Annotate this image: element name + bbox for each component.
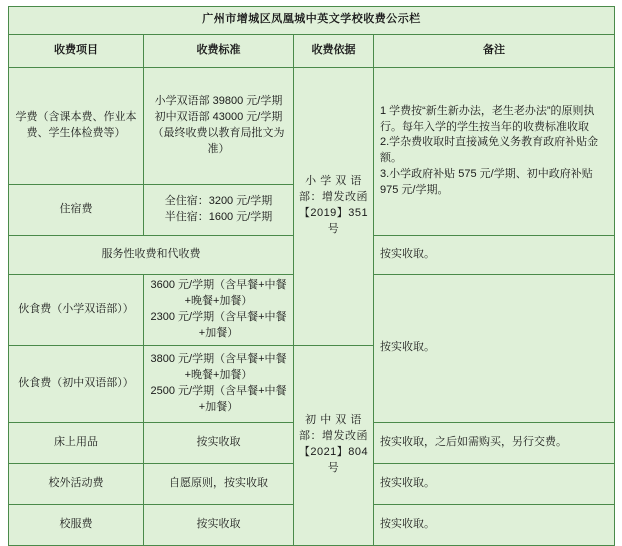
fee-basis-junior: 初 中 双 语 部：增发改函【2021】804号 bbox=[294, 345, 374, 545]
fee-remark-bedding: 按实收取，之后如需购买，另行交费。 bbox=[374, 422, 615, 463]
fee-item-service-and-agency: 服务性收费和代收费 bbox=[9, 235, 294, 274]
fee-standard-tuition bbox=[144, 67, 294, 184]
fee-remark-uniform: 按实收取。 bbox=[374, 504, 615, 545]
standard-line: 3600 元/学期（含早餐+中餐+晚餐+加餐） bbox=[150, 278, 287, 307]
standard-line: 3800 元/学期（含早餐+中餐+晚餐+加餐） bbox=[150, 352, 287, 381]
fee-standard-offcampus-activity: 自愿原则，按实收取 bbox=[144, 463, 294, 504]
page-title: 广州市增城区凤凰城中英文学校收费公示栏 bbox=[9, 7, 615, 35]
remark-line: 3.小学政府补贴 575 元/学期、初中政府补贴 975 元/学期。 bbox=[380, 168, 593, 197]
standard-line: 全住宿：3200 元/学期 bbox=[164, 194, 273, 207]
table-header-row bbox=[9, 34, 615, 67]
column-header-remark: 备注 bbox=[374, 34, 615, 67]
remark-line: 2.学杂费收取时直接减免义务教育政府补贴金额。 bbox=[380, 136, 599, 165]
fee-item-boarding: 住宿费 bbox=[9, 184, 144, 235]
fee-item-meals-primary: 伙食费（小学双语部）） bbox=[9, 274, 144, 345]
standard-line: 小学双语部 39800 元/学期 bbox=[154, 95, 283, 107]
column-header-basis: 收费依据 bbox=[294, 34, 374, 67]
fee-item-offcampus-activity: 校外活动费 bbox=[9, 463, 144, 504]
fee-table bbox=[8, 6, 615, 546]
fee-standard-boarding bbox=[144, 184, 294, 235]
standard-line: 初中双语部 43000 元/学期 bbox=[154, 110, 283, 123]
remark-line: 1 学费按“新生新办法，老生老办法”的原则执行。每年入学的学生按当年的收费标准收取 bbox=[380, 104, 595, 133]
fee-standard-uniform: 按实收取 bbox=[144, 504, 294, 545]
fee-item-tuition: 学费（含课本费、作业本费、学生体检费等） bbox=[9, 67, 144, 184]
table-title-row bbox=[9, 7, 615, 35]
fee-standard-meals-junior bbox=[144, 345, 294, 422]
fee-remark-meals: 按实收取。 bbox=[374, 274, 615, 422]
column-header-standard: 收费标准 bbox=[144, 34, 294, 67]
standard-line: 2300 元/学期（含早餐+中餐+加餐） bbox=[150, 310, 287, 339]
fee-standard-meals-primary bbox=[144, 274, 294, 345]
fee-remark-offcampus-activity: 按实收取。 bbox=[374, 463, 615, 504]
fee-item-uniform: 校服费 bbox=[9, 504, 144, 545]
fee-item-bedding: 床上用品 bbox=[9, 422, 144, 463]
column-header-item: 收费项目 bbox=[9, 34, 144, 67]
fee-basis-primary: 小 学 双 语 部：增发改函【2019】351号 bbox=[294, 67, 374, 345]
fee-item-meals-junior: 伙食费（初中双语部）） bbox=[9, 345, 144, 422]
fee-remark-tuition bbox=[374, 67, 615, 235]
table-row bbox=[9, 67, 615, 184]
standard-line: 2500 元/学期（含早餐+中餐+加餐） bbox=[150, 384, 287, 413]
standard-line: （最终收费以教育局批文为准） bbox=[152, 126, 285, 155]
fee-remark-service: 按实收取。 bbox=[374, 235, 615, 274]
fee-standard-bedding: 按实收取 bbox=[144, 422, 294, 463]
standard-line: 半住宿：1600 元/学期 bbox=[164, 210, 273, 223]
